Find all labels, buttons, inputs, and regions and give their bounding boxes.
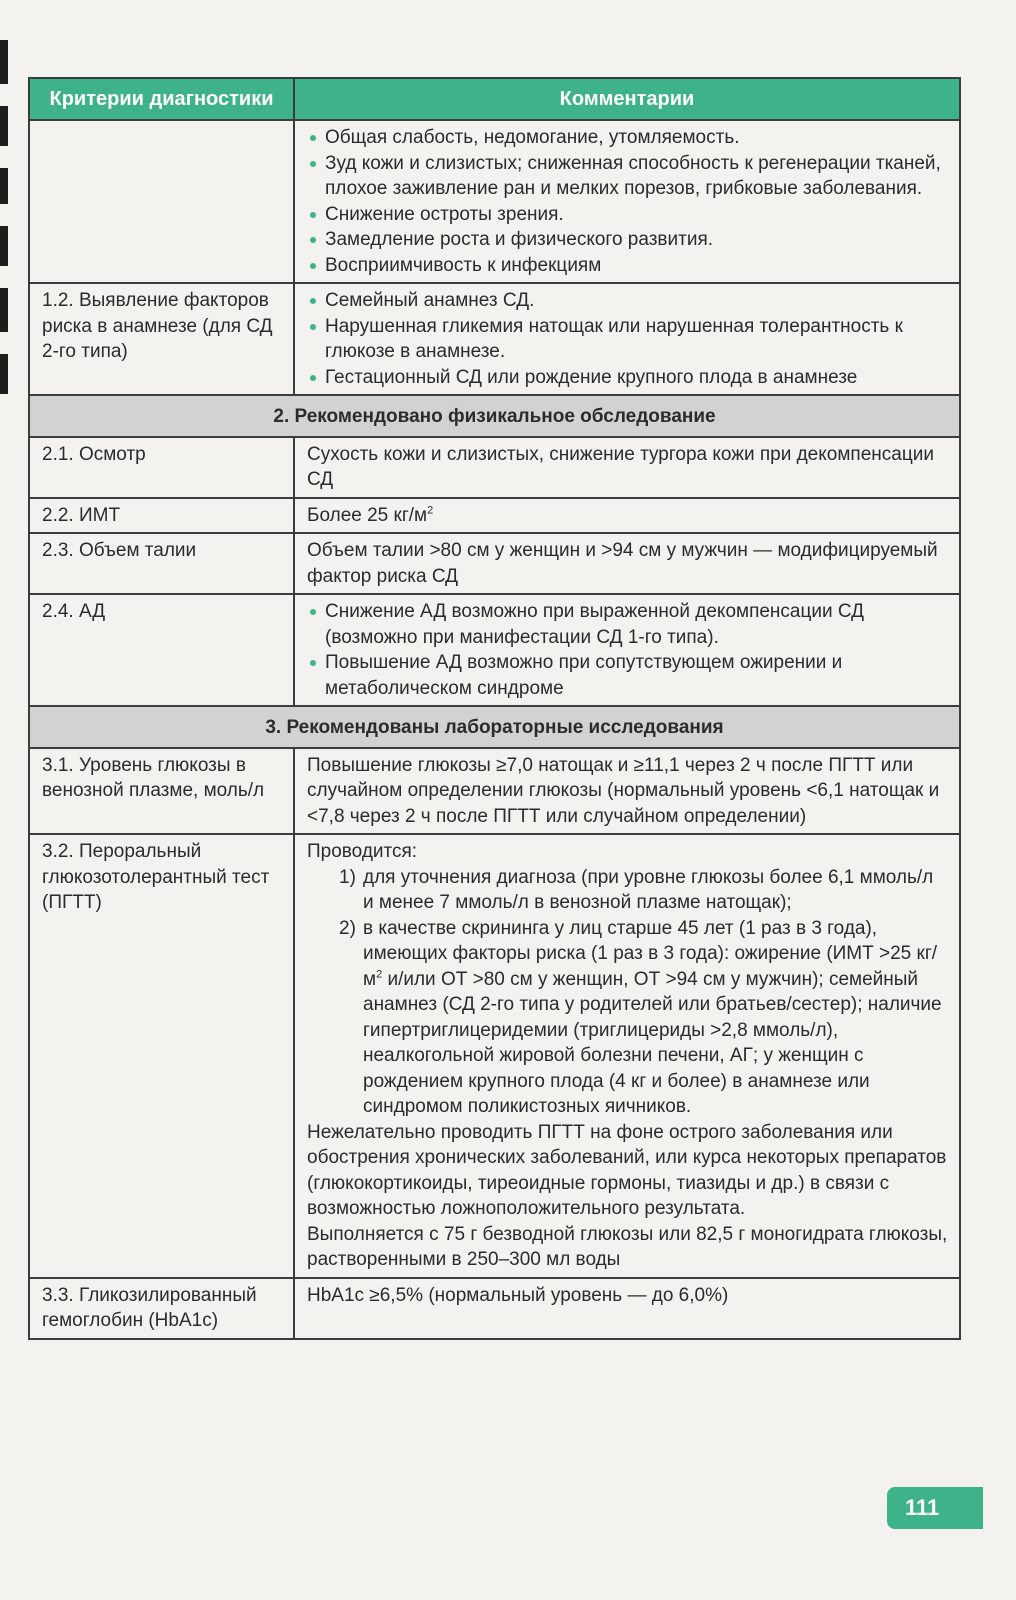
criterion-cell: 2.2. ИМТ <box>29 498 294 534</box>
table-header-row <box>29 78 960 120</box>
list-item <box>339 865 949 916</box>
list-text: в качестве скрининга у лиц старше 45 лет (1 раз в 3 года), имеющих факторы риска (1 раз в 3 года): ожирение (ИМТ >25 кг/м <box>363 917 938 990</box>
list-number: 1) <box>339 866 356 888</box>
table-row <box>29 437 960 498</box>
table-row <box>29 533 960 594</box>
comment-cell <box>294 834 960 1278</box>
comment-cell <box>294 120 960 283</box>
table-row <box>29 120 960 283</box>
diagnostic-criteria-table <box>28 77 961 1340</box>
list-text: и/или ОТ >80 см у женщин, ОТ >94 см у мужчин); семейный анамнез (СД 2-го типа у родителей или братьев/сестер); наличие гипертриглицеридемии (триглицериды >2,8 ммоль/л), неалкогольной жировой болезни печени, АГ; у женщин с рождением крупного плода (4 кг и более) в анамнезе или синдромом поликистозных яичников. <box>363 968 942 1117</box>
list-text: для уточнения диагноза (при уровне глюкозы более 6,1 ммоль/л и менее 7 ммоль/л в венозной плазме натощак); <box>363 866 934 913</box>
table-row <box>29 748 960 835</box>
list-item: Снижение АД возможно при выраженной декомпенсации СД (возможно при манифестации СД 1-го типа). <box>307 599 949 650</box>
section-title: 3. Рекомендованы лабораторные исследования <box>29 706 960 748</box>
risk-factor-list <box>307 288 949 390</box>
list-item: Снижение остроты зрения. <box>307 202 949 228</box>
superscript: 2 <box>427 504 434 517</box>
list-item: Восприимчивость к инфекциям <box>307 253 949 279</box>
table-row <box>29 283 960 395</box>
table-row <box>29 1278 960 1339</box>
header-comments: Комментарии <box>294 78 960 120</box>
criterion-cell: 2.1. Осмотр <box>29 437 294 498</box>
criterion-cell: 3.1. Уровень глюкозы в венозной плазме, моль/л <box>29 748 294 835</box>
blood-pressure-list <box>307 599 949 701</box>
comment-cell: HbA1c ≥6,5% (нормальный уровень — до 6,0%) <box>294 1278 960 1339</box>
list-item: Замедление роста и физического развития. <box>307 227 949 253</box>
symptom-list <box>307 125 949 278</box>
list-item: Зуд кожи и слизистых; сниженная способность к регенерации тканей, плохое заживление ран и мелких порезов, грибковые заболевания. <box>307 151 949 202</box>
superscript: 2 <box>376 968 383 981</box>
list-item <box>339 916 949 1120</box>
list-item: Семейный анамнез СД. <box>307 288 949 314</box>
criterion-cell <box>29 120 294 283</box>
comment-cell <box>294 498 960 534</box>
section-row <box>29 706 960 748</box>
list-number: 2) <box>339 917 356 939</box>
ogtt-indications-list <box>307 865 949 1120</box>
criterion-cell: 2.4. АД <box>29 594 294 706</box>
criterion-cell: 3.2. Пероральный глюкозотолерантный тест (ПГТТ) <box>29 834 294 1278</box>
criterion-cell: 3.3. Гликозилированный гемоглобин (HbA1c) <box>29 1278 294 1339</box>
ogtt-intro: Проводится: <box>307 841 418 862</box>
table-row <box>29 498 960 534</box>
table-row <box>29 594 960 706</box>
ogtt-note: Выполняется с 75 г безводной глюкозы или 82,5 г моногидрата глюкозы, растворенными в 250–300 мл воды <box>307 1223 948 1270</box>
table-row <box>29 834 960 1278</box>
list-item: Гестационный СД или рождение крупного плода в анамнезе <box>307 365 949 391</box>
criterion-cell: 1.2. Выявление факторов риска в анамнезе (для СД 2-го типа) <box>29 283 294 395</box>
list-item: Общая слабость, недомогание, утомляемость. <box>307 125 949 151</box>
comment-cell: Сухость кожи и слизистых, снижение тургора кожи при декомпенсации СД <box>294 437 960 498</box>
section-title: 2. Рекомендовано физикальное обследование <box>29 395 960 437</box>
comment-cell <box>294 594 960 706</box>
header-criteria: Критерии диагностики <box>29 78 294 120</box>
comment-cell: Объем талии >80 см у женщин и >94 см у мужчин — модифицируемый фактор риска СД <box>294 533 960 594</box>
page-number: 111 <box>887 1487 983 1529</box>
comment-cell: Повышение глюкозы ≥7,0 натощак и ≥11,1 через 2 ч после ПГТТ или случайном определении глюкозы (нормальный уровень <6,1 натощак и <7,8 через 2 ч после ПГТТ или случайном определении) <box>294 748 960 835</box>
bmi-value: Более 25 кг/м <box>307 504 428 526</box>
section-row <box>29 395 960 437</box>
list-item: Нарушенная гликемия натощак или нарушенная толерантность к глюкозе в анамнезе. <box>307 314 949 365</box>
comment-cell <box>294 283 960 395</box>
page-edge-marks <box>0 40 12 416</box>
ogtt-note: Нежелательно проводить ПГТТ на фоне острого заболевания или обострения хронических заболеваний, или курса некоторых препаратов (глюкокортикоиды, тиреоидные гормоны, тиазиды и др.) в связи с возможностью ложноположительного результата. <box>307 1121 947 1219</box>
criterion-cell: 2.3. Объем талии <box>29 533 294 594</box>
list-item: Повышение АД возможно при сопутствующем ожирении и метаболическом синдроме <box>307 650 949 701</box>
